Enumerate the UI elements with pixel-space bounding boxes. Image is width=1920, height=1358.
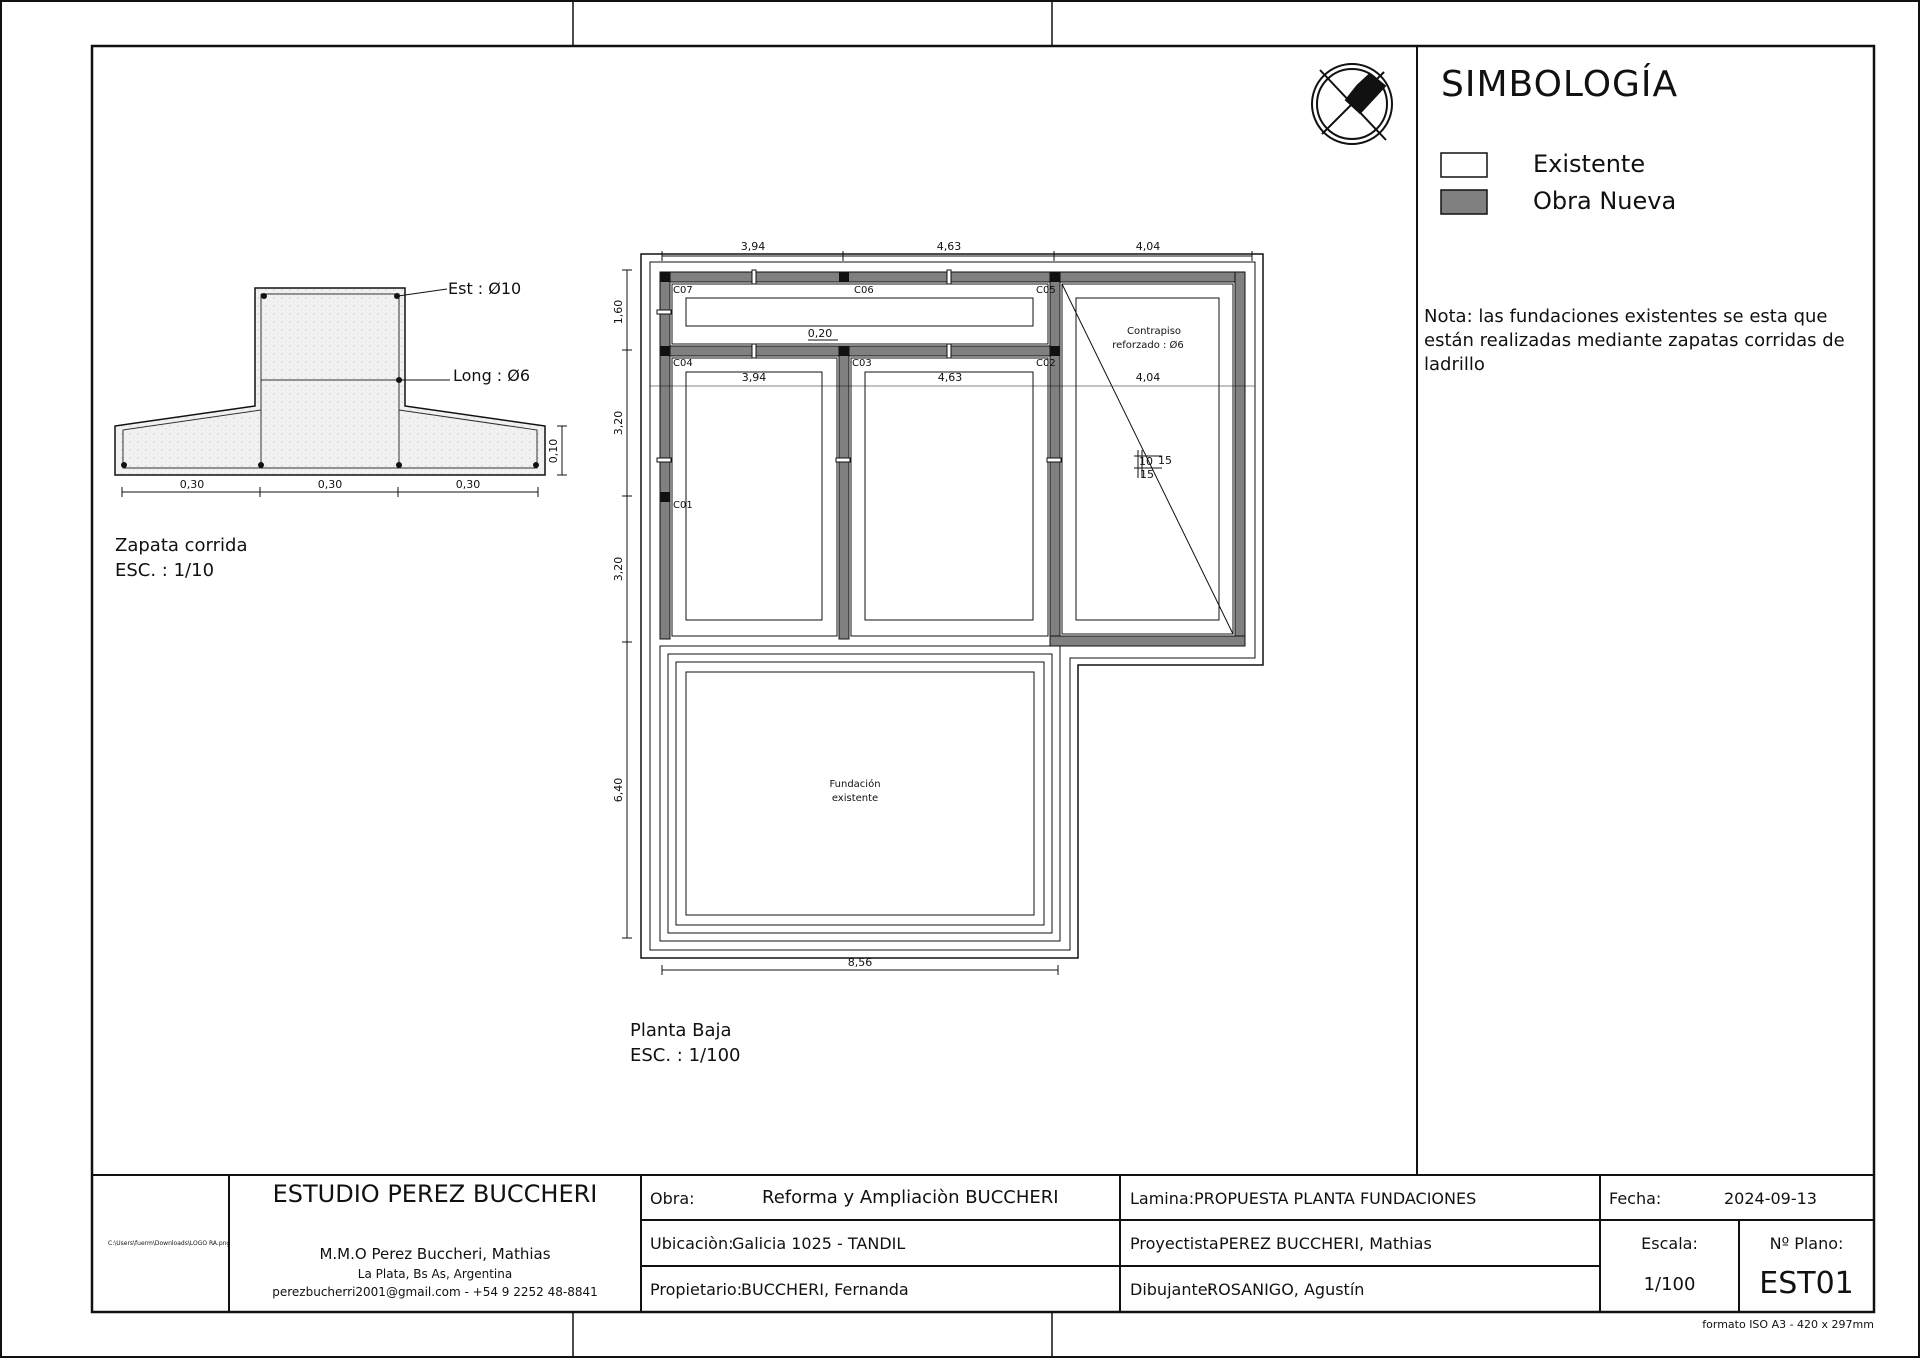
mesh-label-c: 15 (1140, 468, 1154, 481)
plan-left-dim-1: 1,60 (612, 299, 625, 325)
column-label-c06: C06 (854, 285, 874, 296)
ground-floor-plan (622, 251, 1263, 975)
escala-label: Escala: (1641, 1234, 1698, 1253)
studio-name: ESTUDIO PEREZ BUCCHERI (272, 1180, 598, 1208)
column-label-c04: C04 (673, 358, 693, 369)
mesh-label-a: 10 (1139, 455, 1153, 468)
proyectista-value: PEREZ BUCCHERI, Mathias (1219, 1234, 1432, 1253)
plan-inner-dim-3: 4,04 (1135, 371, 1161, 384)
author-name: M.M.O Perez Buccheri, Mathias (319, 1245, 551, 1263)
strip-footing-section (115, 288, 567, 497)
dibujante-value: ROSANIGO, Agustín (1207, 1280, 1365, 1299)
fecha-label: Fecha: (1609, 1189, 1662, 1208)
symbology-swatches (1441, 153, 1487, 214)
plan-caption-title: Planta Baja (630, 1020, 732, 1041)
plan-top-dim-1: 3,94 (740, 240, 766, 253)
slab-label-line2: reforzado : Ø6 (1112, 340, 1184, 351)
column-label-c01: C01 (673, 500, 693, 511)
plan-top-dim-2: 4,63 (936, 240, 962, 253)
fecha-value: 2024-09-13 (1724, 1189, 1817, 1208)
column-label-c05: C05 (1036, 285, 1056, 296)
obra-value: Reforma y Ampliaciòn BUCCHERI (762, 1187, 1059, 1208)
plan-caption-scale: ESC. : 1/100 (630, 1045, 741, 1066)
proyectista-label: Proyectista: (1130, 1234, 1225, 1253)
longitudinal-label: Long : Ø6 (453, 366, 531, 385)
plan-left-dim-3: 3,20 (612, 556, 625, 582)
column-label-c03: C03 (852, 358, 872, 369)
plan-left-dim-4: 6,40 (612, 777, 625, 803)
escala-value: 1/100 (1643, 1274, 1696, 1295)
existing-foundation-line2: existente (831, 793, 879, 804)
section-dim-2: 0,30 (317, 478, 343, 491)
logo-placeholder-path: C:\Users\fuerm\Downloads\LOGO RA.png (108, 1240, 231, 1247)
plan-top-dim-3: 4,04 (1135, 240, 1161, 253)
section-caption-title: Zapata corrida (115, 535, 248, 556)
section-height-dim: 0,10 (547, 438, 560, 464)
north-arrow-icon (1312, 64, 1392, 144)
propietario-label: Propietario: (650, 1280, 743, 1299)
propietario-value: BUCCHERI, Fernanda (741, 1280, 909, 1299)
column-label-c02: C02 (1036, 358, 1056, 369)
ubicacion-label: Ubicaciòn: (650, 1234, 734, 1253)
author-location: La Plata, Bs As, Argentina (357, 1267, 513, 1281)
existing-swatch (1441, 153, 1487, 177)
stirrup-label: Est : Ø10 (448, 279, 522, 298)
symbology-existing-label: Existente (1533, 150, 1646, 178)
plano-value: EST01 (1759, 1266, 1854, 1301)
slab-label-line1: Contrapiso (1126, 326, 1182, 337)
existing-foundation-line1: Fundación (829, 779, 881, 790)
plan-bottom-dim: 8,56 (847, 956, 873, 969)
author-contact: perezbucherri2001@gmail.com - +54 9 2252 48-8841 (272, 1285, 598, 1299)
symbology-new-work-label: Obra Nueva (1533, 187, 1677, 215)
format-note: formato ISO A3 - 420 x 297mm (1702, 1318, 1874, 1331)
section-caption-scale: ESC. : 1/10 (115, 560, 215, 581)
plan-left-dim-2: 3,20 (612, 410, 625, 436)
column-label-c07: C07 (673, 285, 693, 296)
plano-label: Nº Plano: (1769, 1234, 1844, 1253)
obra-label: Obra: (650, 1189, 695, 1208)
plan-inner-dim-wall: 0,20 (807, 327, 833, 340)
ubicacion-value: Galicia 1025 - TANDIL (732, 1234, 906, 1253)
foundation-note: Nota: las fundaciones existentes se esta que están realizadas mediante zapatas corridas de ladrillo (1424, 306, 1845, 375)
dibujante-label: Dibujante: (1130, 1280, 1213, 1299)
plan-inner-dim-2: 4,63 (937, 371, 963, 384)
section-dim-1: 0,30 (179, 478, 205, 491)
lamina-label: Lamina: (1130, 1189, 1195, 1208)
new-work-swatch (1441, 190, 1487, 214)
section-dim-3: 0,30 (455, 478, 481, 491)
plan-inner-dim-1: 3,94 (741, 371, 767, 384)
mesh-label-b: 15 (1158, 454, 1172, 467)
symbology-title: SIMBOLOGÍA (1441, 64, 1679, 105)
lamina-value: PROPUESTA PLANTA FUNDACIONES (1194, 1189, 1477, 1208)
